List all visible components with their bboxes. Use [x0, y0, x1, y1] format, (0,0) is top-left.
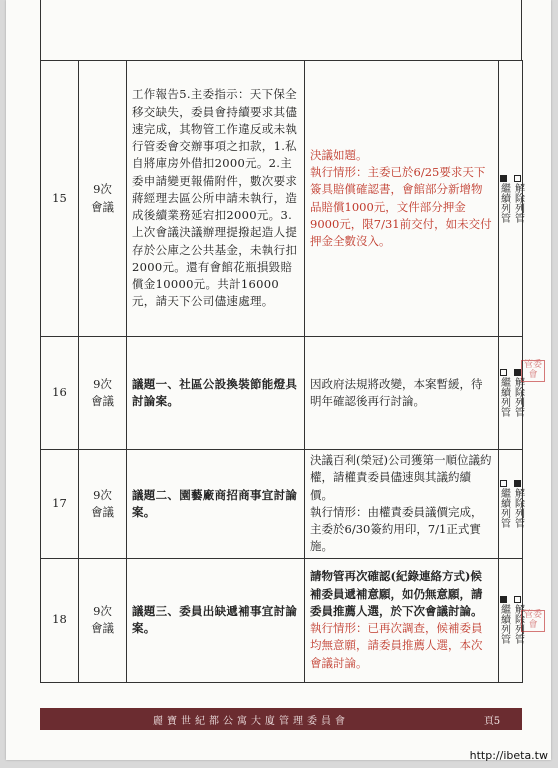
tracking-status	[499, 450, 523, 559]
checkbox-icon	[514, 175, 521, 182]
stamp-text: 管委會	[523, 360, 542, 380]
release-tracking-option[interactable]	[512, 480, 524, 528]
option-label: 解除列管	[512, 604, 524, 644]
keep-tracking-option[interactable]	[498, 369, 510, 417]
resolution-text: 請物管再次確認(紀錄連絡方式)候補委員遞補意願，如仍無意願，請委員推薦人選，於下次會議討論。	[310, 569, 483, 618]
checkbox-icon	[514, 596, 521, 603]
minutes-table	[40, 60, 523, 683]
resolution-text: 決議如題。	[310, 147, 368, 162]
meeting-count: 9次	[93, 182, 112, 197]
item-number: 16	[41, 337, 79, 450]
checkbox-icon	[500, 596, 507, 603]
option-label: 解除列管	[512, 487, 524, 528]
table-row	[41, 61, 523, 337]
table-row	[41, 558, 523, 682]
option-label: 繼續列管	[498, 377, 510, 417]
meeting-cell	[79, 558, 127, 682]
meeting-label: 會議	[91, 199, 114, 214]
tracking-status	[499, 337, 523, 450]
option-label: 繼續列管	[498, 487, 510, 528]
resolution-cell	[305, 61, 499, 337]
option-label: 繼續列管	[498, 182, 510, 223]
page-footer	[40, 708, 522, 730]
table-row	[41, 337, 523, 450]
resolution-cell	[305, 558, 499, 682]
checkbox-icon	[500, 480, 507, 487]
resolution-text: 決議百利(榮冠)公司獲第一順位議約權，請權責委員儘速與其議約續價。	[310, 453, 492, 502]
resolution-cell	[305, 337, 499, 450]
execution-status: 執行情形：主委已於6/25要求天下簽具賠償確認書，會館部分新增物品賠償1000元，文件部分押金9000元，限7/31前交付，如未交付押金全數沒入。	[310, 165, 492, 248]
seal-stamp	[521, 610, 545, 632]
meeting-label: 會議	[91, 504, 114, 519]
tracking-status	[499, 61, 523, 337]
agenda-content: 議題一、社區公設換裝節能燈具討論案。	[127, 337, 305, 450]
meeting-cell	[79, 337, 127, 450]
option-label: 解除列管	[512, 182, 524, 223]
agenda-content: 工作報告5.主委指示：天下保全移交缺失，委員會持續要求其儘速完成，其物管工作違反或未執行管委會交辦事項之扣款，1.私自將庫房外借扣2000元。2.主委申請變更報備附件，數次要求蔣經理去區公所申請未執行，造成後續業務延宕扣2000元。3.上次會議決議辦理提撥起造人提存於公庫之公共基金，未執行扣2000元。還有會館花瓶損毀賠償金10000元。共計16000元，請天下公司儘速處理。	[127, 61, 305, 337]
meeting-count: 9次	[93, 487, 112, 502]
resolution-text: 因政府法規將改變，本案暫緩，待明年確認後再行討論。	[310, 376, 483, 408]
meeting-cell	[79, 450, 127, 559]
keep-tracking-option[interactable]	[498, 480, 510, 528]
option-label: 解除列管	[512, 377, 524, 417]
execution-status: 執行情形：由權責委員議價完成，主委於6/30簽約用印，7/1正式實施。	[310, 504, 483, 554]
document-page	[6, 0, 551, 760]
checkbox-icon	[500, 175, 507, 182]
meeting-cell	[79, 61, 127, 337]
checkbox-icon	[514, 369, 521, 376]
tracking-status	[499, 558, 523, 682]
execution-status: 執行情形：已再次調查，候補委員均無意願，請委員推薦人選，本次會議討論。	[310, 621, 483, 670]
release-tracking-option[interactable]	[512, 175, 524, 223]
table-row	[41, 450, 523, 559]
item-number: 15	[41, 61, 79, 337]
keep-tracking-option[interactable]	[498, 596, 510, 644]
agenda-content: 議題二、園藝廠商招商事宜討論案。	[127, 450, 305, 559]
option-label: 繼續列管	[498, 604, 510, 644]
agenda-content: 議題三、委員出缺遞補事宜討論案。	[127, 558, 305, 682]
resolution-cell	[305, 450, 499, 559]
meeting-count: 9次	[93, 376, 112, 391]
watermark-url: http://ibeta.tw	[469, 749, 548, 762]
item-number: 17	[41, 450, 79, 559]
item-number: 18	[41, 558, 79, 682]
stamp-text: 管委會	[523, 610, 542, 630]
column-line	[521, 0, 522, 60]
column-line	[40, 0, 41, 60]
seal-stamp	[521, 360, 545, 382]
keep-tracking-option[interactable]	[498, 175, 510, 223]
meeting-label: 會議	[91, 394, 114, 408]
page-number: 頁5	[483, 715, 501, 727]
checkbox-icon	[500, 369, 507, 376]
meeting-label: 會議	[91, 621, 114, 635]
meeting-count: 9次	[93, 603, 112, 618]
footer-title: 麗寶世紀都公寓大廈管理委員會	[153, 715, 349, 727]
checkbox-icon	[514, 480, 521, 487]
